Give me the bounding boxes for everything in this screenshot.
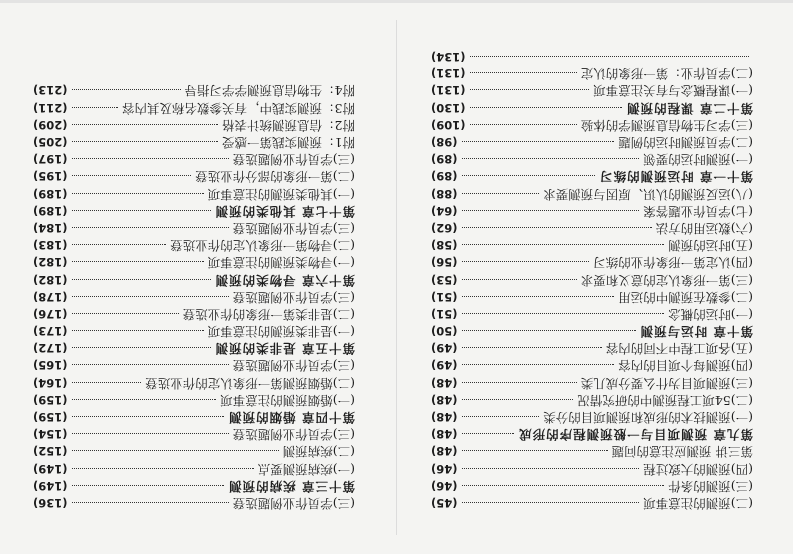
toc-page-number: (183): [33, 238, 68, 253]
toc-entry-title: (一)时运的概念: [668, 306, 753, 322]
toc-entry-title: (三)第一形象认定的意义和要求: [580, 272, 753, 288]
toc-dot-leader: [72, 175, 192, 177]
toc-entry-row: [431, 306, 753, 323]
toc-page-number: (50): [431, 324, 458, 339]
toc-entry-row: [33, 306, 355, 323]
toc-entry-title: (三)学员作业例题选登: [232, 496, 355, 511]
toc-page-number: (49): [431, 358, 458, 373]
toc-page-number: (131): [431, 66, 466, 81]
toc-entry-title: (二)婚姻预测第一形象认定的作业选登: [145, 375, 355, 391]
toc-entry-title: (三)学员作业例题选登: [232, 221, 355, 236]
toc-page-number: (184): [33, 221, 68, 235]
toc-dot-leader: [462, 330, 636, 332]
toc-dot-leader: [462, 279, 577, 281]
toc-entry-row: [431, 495, 753, 512]
toc-entry-row: [33, 323, 355, 340]
toc-entry-row: [431, 443, 753, 460]
toc-dot-leader: [72, 485, 225, 487]
toc-entry-title: (一)其他类预测的注意事项: [207, 186, 355, 202]
toc-dot-leader: [462, 158, 640, 160]
toc-entry-title: (四)预测每个项目的内容: [618, 358, 753, 374]
toc-dot-leader: [462, 227, 652, 229]
toc-page-number: (182): [33, 272, 68, 287]
toc-dot-leader: [462, 244, 665, 246]
toc-dot-leader: [470, 72, 577, 74]
toc-page-number: (173): [33, 324, 68, 339]
toc-entry-title: (一)婚姻预测的注意事项: [220, 392, 355, 408]
toc-entry-title: 第十七章 其他类的预测: [214, 203, 355, 219]
toc-page-number: (51): [431, 289, 458, 304]
toc-entry-title: (四)认定第一形象作业的练习: [593, 255, 753, 271]
toc-dot-leader: [72, 90, 181, 92]
toc-entry-title: (二)疾病预测: [282, 444, 355, 460]
toc-entry-title: (三)预测项目为什么要分成几类: [580, 375, 753, 391]
toc-page-number: (159): [33, 410, 68, 425]
toc-page-number: (149): [33, 461, 68, 476]
toc-dot-leader: [462, 210, 640, 212]
toc-dot-leader: [72, 468, 254, 470]
toc-entry-title: 第十六章 寻物类的预测: [214, 272, 355, 288]
toc-page-number: (189): [33, 186, 68, 201]
toc-entry-row: [33, 82, 355, 99]
toc-page-number: (48): [431, 444, 458, 459]
toc-dot-leader: [72, 124, 219, 126]
toc-entry-row: [431, 460, 753, 477]
toc-dot-leader: [462, 261, 590, 263]
toc-page-number: (131): [431, 83, 466, 98]
toc-dot-leader: [72, 296, 229, 298]
toc-entry-title: 附3：预测实践中，有关参数名称及其内容: [122, 100, 355, 116]
toc-entry-row: [431, 271, 753, 288]
toc-dot-leader: [72, 330, 204, 332]
toc-dot-leader: [72, 450, 279, 452]
toc-entry-title: 附4：生物信息预测学学习指导: [184, 83, 355, 99]
toc-entry-title: 第十二章 课程的预测: [626, 100, 753, 116]
toc-entry-row: [33, 443, 355, 460]
toc-entry-row: [33, 185, 355, 202]
toc-entry-title: (三)预测的条件: [668, 478, 753, 494]
toc-entry-row: [33, 134, 355, 151]
toc-dot-leader: [462, 399, 574, 401]
toc-entry-row: [431, 65, 753, 82]
toc-chapter-row: [33, 340, 355, 357]
toc-page-number: (149): [33, 478, 68, 493]
toc-entry-row: [33, 426, 355, 443]
toc-page-number: (164): [33, 375, 68, 390]
toc-page-number: (209): [33, 117, 68, 132]
toc-dot-leader: [72, 141, 219, 143]
toc-page-number: (48): [431, 375, 458, 390]
toc-dot-leader: [462, 468, 640, 470]
toc-entry-row: [33, 237, 355, 254]
toc-dot-leader: [470, 56, 749, 58]
toc-page-number: (58): [431, 238, 458, 253]
toc-entry-row: [431, 151, 753, 168]
toc-page-number: (64): [431, 203, 458, 218]
toc-dot-leader: [462, 365, 615, 367]
toc-entry-title: (三)学员作业例题选登: [232, 289, 355, 305]
toc-dot-leader: [462, 347, 602, 349]
toc-entry-title: (五)时运的预测: [668, 238, 753, 254]
toc-entry-title: (二)54项工程预测中的研究情况: [577, 392, 753, 408]
toc-entry-row: [33, 392, 355, 409]
toc-entry-row: [431, 185, 753, 202]
toc-page-number: (172): [33, 341, 68, 356]
toc-page-number: (51): [431, 306, 458, 321]
toc-page-number: (89): [431, 169, 458, 184]
toc-page-number: (98): [431, 135, 458, 150]
toc-chapter-row: [431, 100, 753, 117]
toc-dot-leader: [462, 141, 615, 143]
toc-entry-title: 第十章 时运与预测: [639, 324, 753, 340]
toc-dot-leader: [72, 313, 179, 315]
toc-dot-leader: [72, 433, 229, 435]
toc-entry-row: [33, 375, 355, 392]
toc-dot-leader: [72, 347, 211, 349]
toc-entry-title: (三)学习生物信息预测学的体验: [580, 117, 753, 133]
toc-entry-row: [33, 254, 355, 271]
toc-entry-title: (二)学员作业：第一形象的认定: [580, 66, 753, 82]
toc-entry-row: [33, 117, 355, 134]
toc-entry-row: [33, 460, 355, 477]
toc-entry-title: 附2：信息预测统计表格: [222, 117, 355, 133]
toc-entry-title: 第九章 预测项目与一般预测程序的形成: [518, 427, 753, 443]
toc-entry-row: [33, 289, 355, 306]
toc-entry-row: [33, 357, 355, 374]
toc-page-number: (213): [33, 83, 68, 98]
toc-entry-title: (一)疾病预测要点: [257, 461, 355, 477]
toc-entry-title: (二)是非类第一形象的作业选登: [182, 306, 355, 322]
toc-page-number: (134): [431, 50, 466, 65]
toc-entry-title: 第十四章 婚姻的预测: [228, 410, 355, 426]
toc-entry-row: [431, 357, 753, 374]
toc-entry-title: 第十五章 是非类的预测: [214, 341, 355, 357]
toc-page-number: (136): [33, 496, 68, 510]
toc-chapter-row: [33, 409, 355, 426]
toc-entry-title: (一)预测时运的要领: [643, 152, 753, 168]
toc-entry-row: [431, 340, 753, 357]
toc-page-number: (56): [431, 255, 458, 270]
toc-entry-row: [33, 100, 355, 117]
toc-dot-leader: [462, 450, 608, 452]
toc-dot-leader: [462, 382, 577, 384]
toc-page-number: (159): [33, 392, 68, 407]
toc-page-number: (48): [431, 392, 458, 407]
toc-entry-row: [431, 392, 753, 409]
toc-dot-leader: [72, 382, 142, 384]
toc-left-page: [431, 48, 753, 512]
toc-entry-title: (一)课程概念与有关注意事项: [593, 83, 753, 99]
toc-page-number: (88): [431, 186, 458, 201]
toc-page-number: (109): [431, 117, 466, 132]
toc-dot-leader: [72, 193, 204, 195]
toc-page-number: (46): [431, 461, 458, 476]
toc-entry-title: (二)寻物第一形象认定的作业选登: [170, 238, 355, 254]
toc-page-number: (197): [33, 152, 68, 167]
toc-page-number: (152): [33, 444, 68, 459]
toc-entry-title: (二)预测的注意事项: [643, 496, 753, 511]
toc-entry-title: (二)第一形象的部分作业选登: [195, 169, 355, 185]
toc-entry-title: (六)数运用的方法: [655, 221, 753, 236]
toc-dot-leader: [72, 158, 229, 160]
toc-chapter-row: [431, 323, 753, 340]
toc-dot-leader: [72, 365, 229, 367]
toc-page-number: (189): [33, 203, 68, 218]
toc-page-number: (130): [431, 100, 466, 115]
toc-dot-leader: [470, 90, 590, 92]
toc-page-number: (182): [33, 255, 68, 270]
toc-entry-row: [431, 375, 753, 392]
toc-chapter-row: [431, 168, 753, 185]
toc-dot-leader: [462, 433, 515, 435]
toc-entry-row: [33, 220, 355, 237]
toc-dot-leader: [72, 502, 229, 504]
toc-entry-title: (一)是非类预测的注意事项: [207, 324, 355, 340]
toc-entry-title: (三)学员作业例题选登: [232, 152, 355, 168]
toc-chapter-row: [33, 203, 355, 220]
toc-entry-title: (一)寻物类预测的注意事项: [207, 255, 355, 271]
toc-entry-row: [33, 168, 355, 185]
toc-chapter-row: [33, 478, 355, 495]
toc-dot-leader: [462, 193, 540, 195]
toc-entry-title: (五)各项工程中不同的内容: [605, 341, 753, 357]
toc-page-number: (195): [33, 169, 68, 184]
toc-page-number: (211): [33, 100, 68, 115]
toc-entry-row: [431, 237, 753, 254]
toc-entry-title: (二)参数在预测中的运用: [618, 289, 753, 305]
toc-dot-leader: [72, 279, 211, 281]
toc-entry-row: [33, 495, 355, 512]
toc-entry-row: [431, 409, 753, 426]
toc-dot-leader: [72, 210, 211, 212]
toc-entry-title: (三)学员作业例题选登: [232, 358, 355, 374]
toc-chapter-row: [33, 271, 355, 288]
toc-page-number: (46): [431, 478, 458, 493]
toc-dot-leader: [470, 107, 623, 109]
toc-entry-title: 第十三章 疾病的预测: [228, 478, 355, 494]
toc-page-number: (62): [431, 221, 458, 235]
toc-entry-row: [431, 203, 753, 220]
toc-entry-title: (二)学员预测时运的例题: [618, 135, 753, 151]
toc-page-number: (89): [431, 152, 458, 167]
toc-entry-row: [431, 220, 753, 237]
toc-page-number: (45): [431, 496, 458, 510]
toc-entry-title: 附1：预测实践第一感受: [222, 135, 355, 151]
toc-chapter-row: [431, 426, 753, 443]
toc-dot-leader: [462, 175, 596, 177]
toc-entry-title: (七)学员作业题答案: [643, 203, 753, 219]
toc-dot-leader: [462, 296, 615, 298]
toc-entry-title: (一)预测技术的形成和预测项目的分类: [543, 410, 753, 426]
toc-dot-leader: [462, 313, 665, 315]
toc-page-number: (49): [431, 341, 458, 356]
toc-page-number: (178): [33, 289, 68, 304]
toc-page-number: (48): [431, 410, 458, 425]
toc-entry-title: 第十一章 时运预测的练习: [599, 169, 753, 185]
toc-dot-leader: [462, 485, 665, 487]
toc-dot-leader: [72, 261, 204, 263]
toc-dot-leader: [72, 244, 167, 246]
toc-entry-title: 第三讲 预测应注意的问题: [611, 444, 753, 460]
toc-page-number: (165): [33, 358, 68, 373]
toc-dot-leader: [462, 416, 540, 418]
toc-page-number: (154): [33, 427, 68, 442]
toc-right-page: [33, 82, 355, 512]
toc-entry-title: (八)运反预测的认识、原因与预测要求: [543, 186, 753, 202]
toc-dot-leader: [72, 399, 217, 401]
toc-entry-title: (三)学员作业例题选登: [232, 427, 355, 443]
toc-entry-title: (四)预测的大致过程: [643, 461, 753, 477]
toc-dot-leader: [72, 227, 229, 229]
toc-page-number: (205): [33, 135, 68, 150]
toc-page-number: (53): [431, 272, 458, 287]
toc-entry-row: [431, 134, 753, 151]
toc-dot-leader: [72, 107, 119, 109]
toc-entry-row: [431, 289, 753, 306]
toc-page-number: (176): [33, 306, 68, 321]
toc-page-number: (48): [431, 427, 458, 442]
toc-dot-leader: [72, 416, 225, 418]
toc-entry-row: [431, 254, 753, 271]
toc-dot-leader: [470, 124, 577, 126]
toc-entry-row: [431, 478, 753, 495]
toc-entry-row: [431, 48, 753, 65]
toc-entry-row: [431, 117, 753, 134]
toc-entry-row: [33, 151, 355, 168]
toc-entry-row: [431, 82, 753, 99]
toc-dot-leader: [462, 502, 640, 504]
